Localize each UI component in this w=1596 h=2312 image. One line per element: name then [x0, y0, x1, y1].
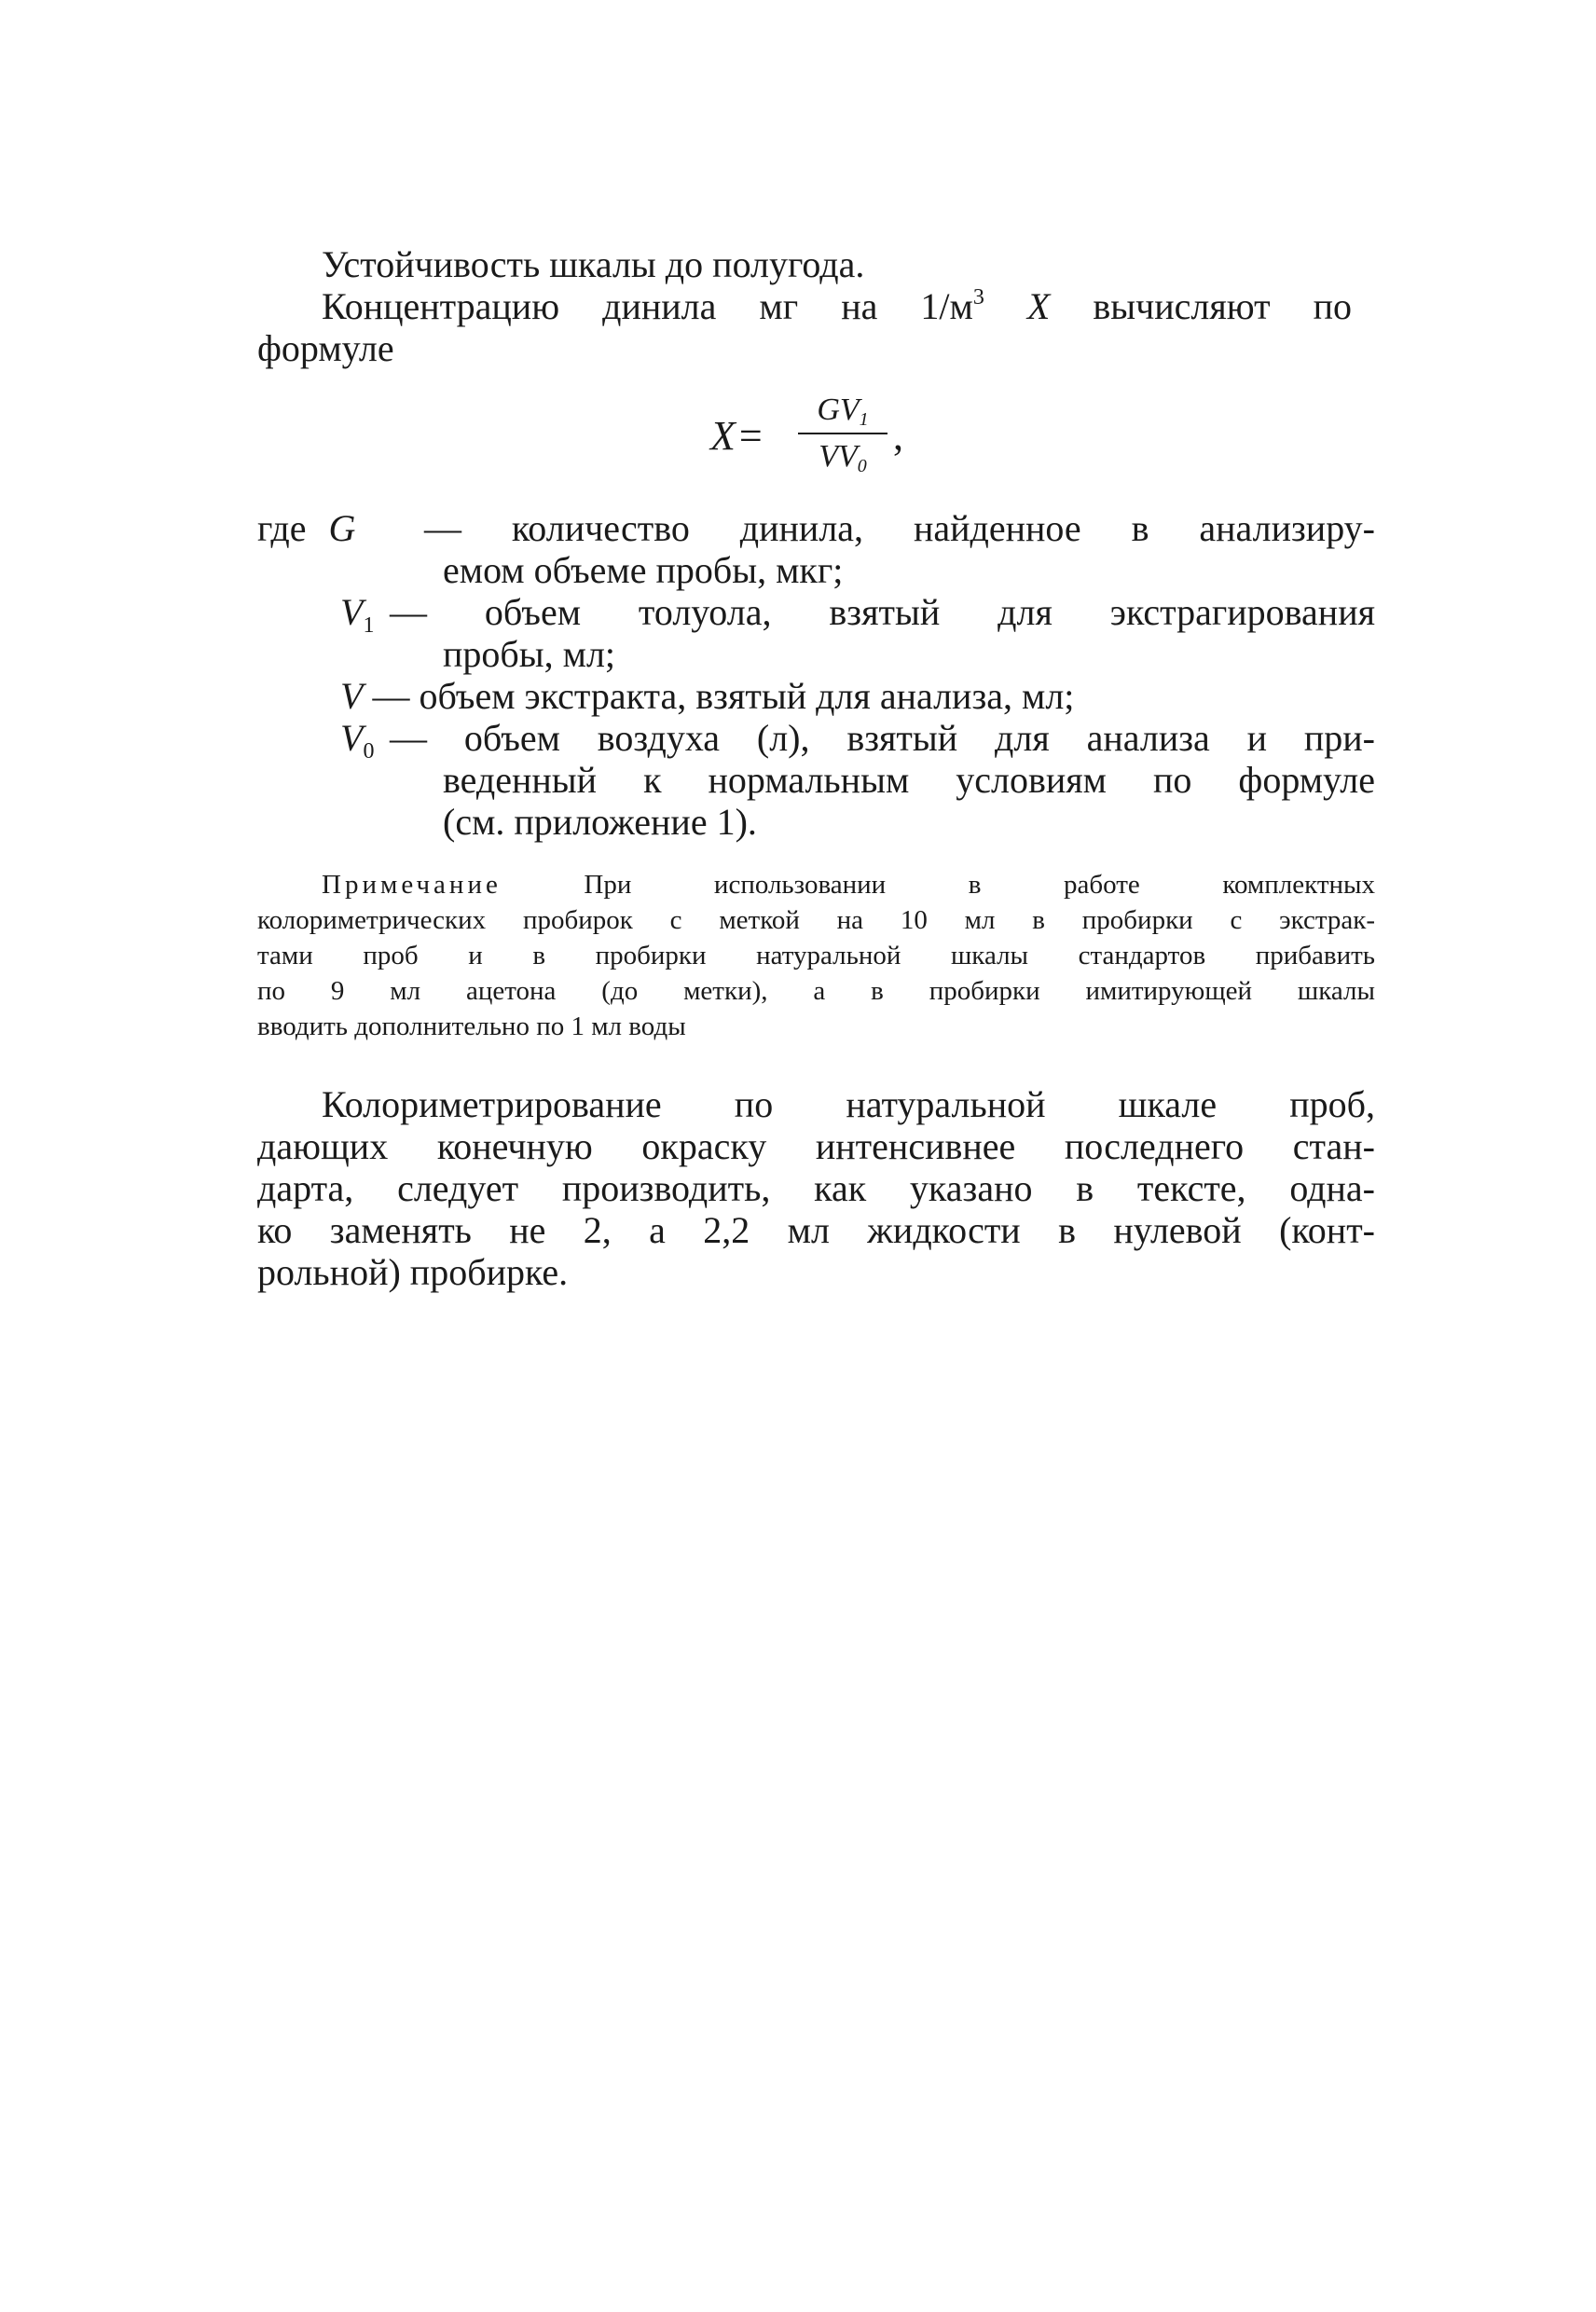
final-paragraph-line3: дарта, следует производить, как указано в тексте, одна-	[257, 1167, 1375, 1209]
definition-v0-symbol: $V_0$	[340, 717, 375, 764]
note-line5: вводить дополнительно по 1 мл воды	[257, 1012, 686, 1041]
note-label: Примечание	[322, 870, 502, 900]
formula-comma: ,	[893, 413, 903, 459]
final-paragraph-line4: ко заменять не 2, а 2,2 мл жидкости в нулевой (конт-	[257, 1209, 1375, 1251]
fraction-bar	[798, 433, 887, 434]
concentration-paragraph-line2: формуле	[257, 327, 394, 369]
note-line3: тами проб и в пробирки натуральной шкалы стандартов прибавить	[257, 941, 1375, 970]
note-line2: колориметрических пробирок с меткой на 10 мл в пробирки с экстрак-	[257, 905, 1375, 935]
definition-v0-text-line2: веденный к нормальным условиям по формуле	[443, 759, 1375, 801]
note-line1: Примечание При использовании в работе комплектных	[322, 870, 1376, 900]
final-paragraph-line2: дающих конечную окраску интенсивнее последнего стан-	[257, 1125, 1375, 1167]
final-paragraph-line1: Колориметрирование по натуральной шкале проб,	[322, 1083, 1375, 1125]
definition-v: V — объем экстракта, взятый для анализа, мл;	[340, 675, 1075, 717]
formula-lhs: X=	[710, 413, 763, 459]
concentration-formula	[710, 392, 934, 494]
stability-text: Устойчивость шкалы до полугода.	[322, 243, 865, 285]
definition-v0-text-line1: — объем воздуха (л), взятый для анализа и при-	[390, 717, 1375, 759]
definition-g: где G	[257, 507, 356, 549]
formula-numerator: $GV_1$	[817, 392, 869, 430]
definition-v1-text-line1: — объем толуола, взятый для экстрагирования	[390, 591, 1375, 633]
definition-g-text-line1: — количество динила, найденное в анализиру-	[424, 507, 1375, 549]
definition-v0-text-line3: (см. приложение 1).	[443, 801, 757, 843]
stability-paragraph	[322, 244, 864, 285]
formula-fraction	[796, 392, 889, 475]
concentration-paragraph-line1: Концентрацию динила мг на $1/м^3$ X вычисляют по	[322, 285, 1353, 327]
definition-g-text-line2: емом объеме пробы, мкг;	[443, 549, 844, 591]
final-paragraph-line5: рольной) пробирке.	[257, 1251, 569, 1293]
definition-v1-text-line2: пробы, мл;	[443, 633, 616, 675]
note-line4: по 9 мл ацетона (до метки), а в пробирки имитирующей шкалы	[257, 976, 1375, 1006]
formula-denominator: $VV_0$	[819, 439, 867, 476]
definition-v1-symbol: $V_1$	[340, 591, 375, 638]
